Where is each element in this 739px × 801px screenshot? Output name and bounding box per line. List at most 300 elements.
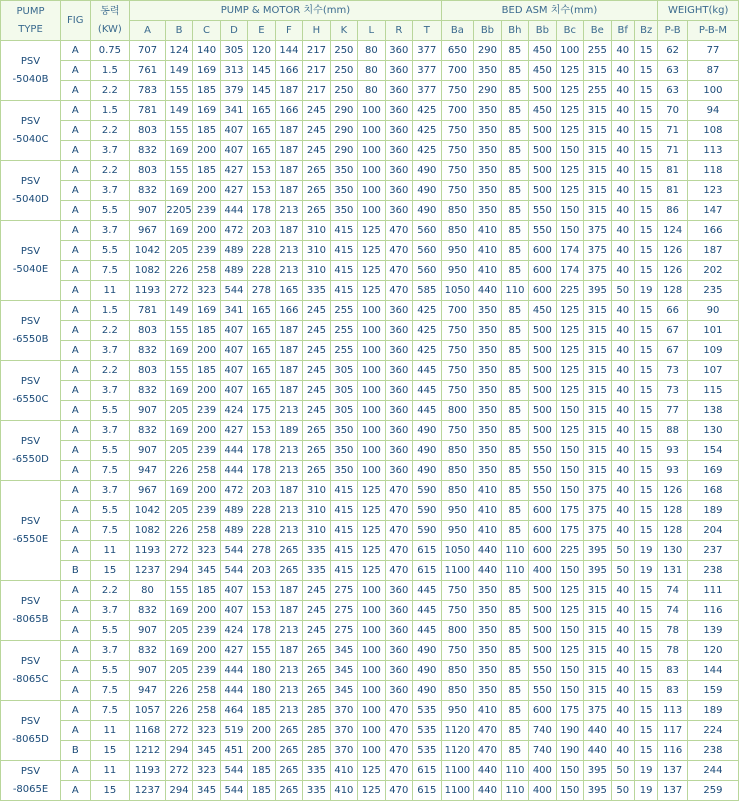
table-cell: 600	[529, 521, 556, 541]
table-cell: 213	[275, 401, 302, 421]
table-cell: 350	[474, 441, 501, 461]
table-cell: 85	[501, 721, 528, 741]
table-cell: 265	[275, 561, 302, 581]
table-cell: 285	[303, 741, 330, 761]
table-cell: 213	[275, 701, 302, 721]
table-cell: 590	[413, 501, 442, 521]
table-row	[1, 581, 739, 601]
table-cell: 190	[556, 741, 583, 761]
table-cell: 750	[441, 421, 474, 441]
table-cell: 155	[165, 121, 192, 141]
table-cell: 245	[303, 301, 330, 321]
table-cell: 265	[303, 201, 330, 221]
table-cell: 5.5	[90, 401, 130, 421]
table-cell: 265	[275, 761, 302, 781]
table-cell: 100	[358, 181, 385, 201]
table-cell: 169	[165, 421, 192, 441]
table-cell: 424	[220, 621, 247, 641]
table-cell: 15	[634, 141, 657, 161]
table-cell: 128	[658, 521, 688, 541]
table-cell: 19	[634, 541, 657, 561]
table-row	[1, 41, 739, 61]
table-cell: 315	[584, 341, 611, 361]
table-cell: 360	[385, 681, 412, 701]
table-cell: 550	[529, 221, 556, 241]
table-cell: 425	[413, 121, 442, 141]
table-cell: 335	[303, 561, 330, 581]
table-cell: 200	[193, 141, 220, 161]
table-cell: 187	[275, 601, 302, 621]
table-cell: 185	[193, 321, 220, 341]
table-cell: 87	[687, 61, 738, 81]
table-cell: 1100	[441, 761, 474, 781]
table-cell: 305	[330, 381, 357, 401]
table-cell: 950	[441, 261, 474, 281]
table-cell: 600	[529, 541, 556, 561]
table-cell: 145	[248, 81, 275, 101]
table-cell: 165	[248, 361, 275, 381]
table-cell: 803	[130, 121, 166, 141]
table-cell: 750	[441, 81, 474, 101]
table-cell: 100	[358, 121, 385, 141]
table-cell: 290	[330, 101, 357, 121]
table-row	[1, 361, 739, 381]
table-cell: 590	[413, 521, 442, 541]
table-cell: 81	[658, 161, 688, 181]
table-cell: 407	[220, 141, 247, 161]
table-cell: 245	[303, 601, 330, 621]
table-cell: 169	[165, 341, 192, 361]
table-cell: A	[61, 261, 91, 281]
table-cell: 560	[413, 241, 442, 261]
table-cell: 550	[529, 461, 556, 481]
table-cell: 350	[474, 161, 501, 181]
table-cell: 113	[658, 701, 688, 721]
column-header: F	[275, 21, 302, 41]
table-cell: 40	[611, 301, 634, 321]
table-cell: A	[61, 341, 91, 361]
table-cell: 490	[413, 421, 442, 441]
table-cell: 85	[501, 61, 528, 81]
table-cell: 200	[248, 741, 275, 761]
table-cell: 470	[385, 761, 412, 781]
table-cell: 315	[584, 361, 611, 381]
table-cell: 272	[165, 281, 192, 301]
table-cell: 500	[529, 361, 556, 381]
table-cell: 275	[330, 601, 357, 621]
table-cell: 472	[220, 221, 247, 241]
table-cell: 415	[330, 541, 357, 561]
table-cell: 165	[248, 301, 275, 321]
table-row	[1, 341, 739, 361]
table-cell: 400	[529, 781, 556, 801]
table-cell: 15	[634, 221, 657, 241]
table-row	[1, 421, 739, 441]
table-cell: 40	[611, 341, 634, 361]
table-cell: 150	[556, 441, 583, 461]
table-cell: 350	[330, 421, 357, 441]
table-cell: 50	[611, 761, 634, 781]
table-cell: 93	[658, 461, 688, 481]
table-cell: 187	[275, 381, 302, 401]
table-cell: 310	[303, 261, 330, 281]
table-cell: 83	[658, 681, 688, 701]
pump-model-label: PSV	[20, 655, 41, 667]
table-cell: 203	[248, 561, 275, 581]
table-cell: 350	[474, 621, 501, 641]
table-cell: 175	[556, 501, 583, 521]
table-cell: 40	[611, 241, 634, 261]
table-cell: 440	[584, 741, 611, 761]
table-cell: 185	[193, 121, 220, 141]
table-cell: 750	[441, 361, 474, 381]
table-row	[1, 601, 739, 621]
table-cell: 3.7	[90, 421, 130, 441]
table-cell: 63	[658, 81, 688, 101]
table-cell: 100	[358, 641, 385, 661]
column-header: P-B	[658, 21, 688, 41]
table-cell: 5.5	[90, 201, 130, 221]
table-cell: 40	[611, 181, 634, 201]
table-row	[1, 461, 739, 481]
table-cell: 228	[248, 521, 275, 541]
table-cell: 407	[220, 321, 247, 341]
table-cell: 590	[413, 481, 442, 501]
table-cell: 360	[385, 421, 412, 441]
pump-model-label: PSV	[20, 595, 41, 607]
table-cell: 40	[611, 141, 634, 161]
table-cell: 265	[303, 441, 330, 461]
table-cell: 1237	[130, 781, 166, 801]
table-cell: 40	[611, 661, 634, 681]
table-cell: 40	[611, 61, 634, 81]
table-cell: 265	[303, 681, 330, 701]
pump-model-label: PSV	[20, 55, 41, 67]
column-header: A	[130, 21, 166, 41]
pump-model-label: -6550E	[12, 533, 49, 545]
table-cell: 100	[358, 141, 385, 161]
table-cell: 15	[634, 501, 657, 521]
table-cell: 124	[165, 41, 192, 61]
table-cell: 15	[634, 581, 657, 601]
table-cell: 110	[501, 781, 528, 801]
table-cell: 205	[165, 401, 192, 421]
table-cell: 5.5	[90, 661, 130, 681]
table-cell: 544	[220, 761, 247, 781]
table-cell: 335	[303, 761, 330, 781]
table-cell: 200	[193, 221, 220, 241]
table-cell: 470	[385, 241, 412, 261]
table-cell: 15	[90, 561, 130, 581]
column-header: Bb	[474, 21, 501, 41]
table-cell: 125	[556, 101, 583, 121]
table-cell: 377	[413, 81, 442, 101]
pump-model-label: -6550B	[12, 333, 49, 345]
column-header: T	[413, 21, 442, 41]
table-cell: 600	[529, 501, 556, 521]
table-row	[1, 101, 739, 121]
table-cell: 131	[658, 561, 688, 581]
table-cell: 40	[611, 421, 634, 441]
table-cell: 3.7	[90, 481, 130, 501]
table-row	[1, 541, 739, 561]
table-cell: 125	[358, 541, 385, 561]
table-cell: 315	[584, 601, 611, 621]
table-cell: 832	[130, 601, 166, 621]
table-cell: 410	[474, 501, 501, 521]
table-row	[1, 161, 739, 181]
table-cell: 832	[130, 181, 166, 201]
table-cell: 178	[248, 621, 275, 641]
table-cell: 116	[687, 601, 738, 621]
table-cell: 169	[165, 221, 192, 241]
table-cell: 110	[501, 281, 528, 301]
table-cell: 947	[130, 461, 166, 481]
table-cell: 425	[413, 321, 442, 341]
table-cell: 470	[385, 501, 412, 521]
table-cell: 500	[529, 121, 556, 141]
table-cell: 450	[529, 101, 556, 121]
table-cell: 50	[611, 281, 634, 301]
table-cell: 40	[611, 721, 634, 741]
table-row	[1, 761, 739, 781]
table-cell: 444	[220, 441, 247, 461]
table-cell: 345	[330, 661, 357, 681]
table-cell: 40	[611, 121, 634, 141]
table-cell: 1.5	[90, 101, 130, 121]
table-cell: 360	[385, 601, 412, 621]
pump-model-cell	[1, 41, 61, 101]
table-cell: 907	[130, 441, 166, 461]
table-cell: 77	[658, 401, 688, 421]
table-cell: 315	[584, 581, 611, 601]
table-cell: 470	[385, 221, 412, 241]
table-cell: 500	[529, 421, 556, 441]
table-cell: 2.2	[90, 121, 130, 141]
table-cell: 40	[611, 381, 634, 401]
table-cell: 0.75	[90, 41, 130, 61]
table-cell: 294	[165, 561, 192, 581]
table-cell: 100	[358, 361, 385, 381]
table-cell: 40	[611, 401, 634, 421]
table-cell: 15	[634, 81, 657, 101]
table-cell: 185	[193, 161, 220, 181]
table-cell: 67	[658, 321, 688, 341]
table-cell: 800	[441, 401, 474, 421]
table-cell: 226	[165, 701, 192, 721]
table-cell: 832	[130, 381, 166, 401]
table-cell: 255	[584, 41, 611, 61]
table-cell: A	[61, 221, 91, 241]
table-cell: 125	[358, 781, 385, 801]
table-cell: 7.5	[90, 461, 130, 481]
table-cell: 315	[584, 201, 611, 221]
table-cell: 445	[413, 581, 442, 601]
table-cell: 258	[193, 461, 220, 481]
table-cell: A	[61, 101, 91, 121]
fig-header: FIG	[61, 1, 91, 41]
table-cell: 83	[658, 661, 688, 681]
table-cell: 600	[529, 701, 556, 721]
table-cell: 360	[385, 621, 412, 641]
table-cell: 375	[584, 701, 611, 721]
table-cell: 750	[441, 141, 474, 161]
table-cell: 100	[358, 381, 385, 401]
table-cell: 310	[303, 241, 330, 261]
table-cell: 217	[303, 81, 330, 101]
table-cell: 85	[501, 501, 528, 521]
table-cell: 907	[130, 401, 166, 421]
table-cell: 5.5	[90, 621, 130, 641]
table-cell: 350	[474, 201, 501, 221]
table-cell: 395	[584, 281, 611, 301]
table-cell: 125	[358, 501, 385, 521]
table-cell: 213	[275, 621, 302, 641]
pump-model-label: -5040C	[12, 133, 49, 145]
table-cell: 85	[501, 601, 528, 621]
column-header: L	[358, 21, 385, 41]
header-row-top	[1, 1, 739, 21]
table-cell: 350	[474, 381, 501, 401]
table-cell: 147	[687, 201, 738, 221]
table-cell: 2.2	[90, 161, 130, 181]
table-cell: 125	[358, 261, 385, 281]
table-cell: 138	[687, 401, 738, 421]
table-cell: 783	[130, 81, 166, 101]
table-cell: 315	[584, 141, 611, 161]
table-row	[1, 641, 739, 661]
pump-model-cell	[1, 301, 61, 361]
table-cell: 315	[584, 461, 611, 481]
table-cell: 110	[501, 541, 528, 561]
table-cell: 424	[220, 401, 247, 421]
table-cell: 185	[248, 701, 275, 721]
table-cell: 238	[687, 561, 738, 581]
pump-model-label: -5040D	[12, 193, 49, 205]
table-cell: 213	[275, 681, 302, 701]
table-cell: 169	[165, 181, 192, 201]
table-cell: 2.2	[90, 361, 130, 381]
table-cell: 244	[687, 761, 738, 781]
table-cell: 85	[501, 181, 528, 201]
table-cell: 165	[248, 321, 275, 341]
table-cell: 370	[330, 741, 357, 761]
table-cell: 360	[385, 121, 412, 141]
table-cell: 15	[634, 401, 657, 421]
table-cell: 323	[193, 541, 220, 561]
table-cell: 19	[634, 561, 657, 581]
table-cell: 370	[330, 701, 357, 721]
table-cell: 341	[220, 101, 247, 121]
table-cell: 110	[501, 561, 528, 581]
table-cell: 85	[501, 441, 528, 461]
table-cell: 335	[303, 781, 330, 801]
table-cell: 360	[385, 141, 412, 161]
table-cell: 490	[413, 461, 442, 481]
table-cell: 278	[248, 281, 275, 301]
table-cell: 550	[529, 681, 556, 701]
table-cell: A	[61, 521, 91, 541]
table-cell: 415	[330, 281, 357, 301]
table-cell: 850	[441, 661, 474, 681]
table-cell: 169	[687, 461, 738, 481]
table-cell: 100	[556, 41, 583, 61]
table-cell: 410	[474, 521, 501, 541]
table-cell: 1050	[441, 541, 474, 561]
table-cell: 1100	[441, 781, 474, 801]
table-cell: 100	[358, 461, 385, 481]
table-cell: 265	[275, 781, 302, 801]
table-cell: 85	[501, 701, 528, 721]
table-cell: 228	[248, 241, 275, 261]
table-cell: 120	[248, 41, 275, 61]
table-cell: 375	[584, 261, 611, 281]
table-cell: 323	[193, 761, 220, 781]
table-cell: 15	[634, 361, 657, 381]
column-header: Bh	[501, 21, 528, 41]
table-cell: 3.7	[90, 181, 130, 201]
table-cell: 78	[658, 641, 688, 661]
table-cell: 781	[130, 301, 166, 321]
table-cell: 415	[330, 221, 357, 241]
table-cell: 100	[358, 401, 385, 421]
table-cell: 125	[556, 341, 583, 361]
table-cell: 15	[634, 701, 657, 721]
table-cell: 375	[584, 501, 611, 521]
table-cell: 410	[474, 481, 501, 501]
table-cell: 165	[248, 141, 275, 161]
table-cell: 245	[303, 141, 330, 161]
table-cell: 187	[275, 341, 302, 361]
table-cell: 440	[474, 561, 501, 581]
table-cell: 187	[275, 81, 302, 101]
table-cell: 19	[634, 761, 657, 781]
table-cell: 250	[330, 41, 357, 61]
table-cell: 415	[330, 501, 357, 521]
table-cell: 217	[303, 41, 330, 61]
column-header: H	[303, 21, 330, 41]
table-cell: 85	[501, 661, 528, 681]
table-cell: A	[61, 121, 91, 141]
table-cell: 500	[529, 381, 556, 401]
table-cell: 213	[275, 261, 302, 281]
table-cell: 3.7	[90, 221, 130, 241]
table-cell: 155	[165, 321, 192, 341]
table-cell: 315	[584, 161, 611, 181]
pump-model-cell	[1, 101, 61, 161]
column-header: E	[248, 21, 275, 41]
table-cell: 205	[165, 621, 192, 641]
table-cell: 40	[611, 501, 634, 521]
table-cell: 450	[529, 41, 556, 61]
table-cell: 315	[584, 401, 611, 421]
pump-model-cell	[1, 481, 61, 581]
table-cell: 294	[165, 741, 192, 761]
table-cell: 86	[658, 201, 688, 221]
table-cell: 100	[358, 161, 385, 181]
table-cell: 200	[193, 481, 220, 501]
column-header: Bz	[634, 21, 657, 41]
table-cell: 360	[385, 201, 412, 221]
table-cell: 15	[634, 181, 657, 201]
spec-body	[1, 41, 739, 801]
table-cell: 15	[634, 481, 657, 501]
table-cell: 125	[358, 761, 385, 781]
table-cell: 11	[90, 761, 130, 781]
table-cell: 360	[385, 61, 412, 81]
table-row	[1, 381, 739, 401]
table-cell: 228	[248, 501, 275, 521]
